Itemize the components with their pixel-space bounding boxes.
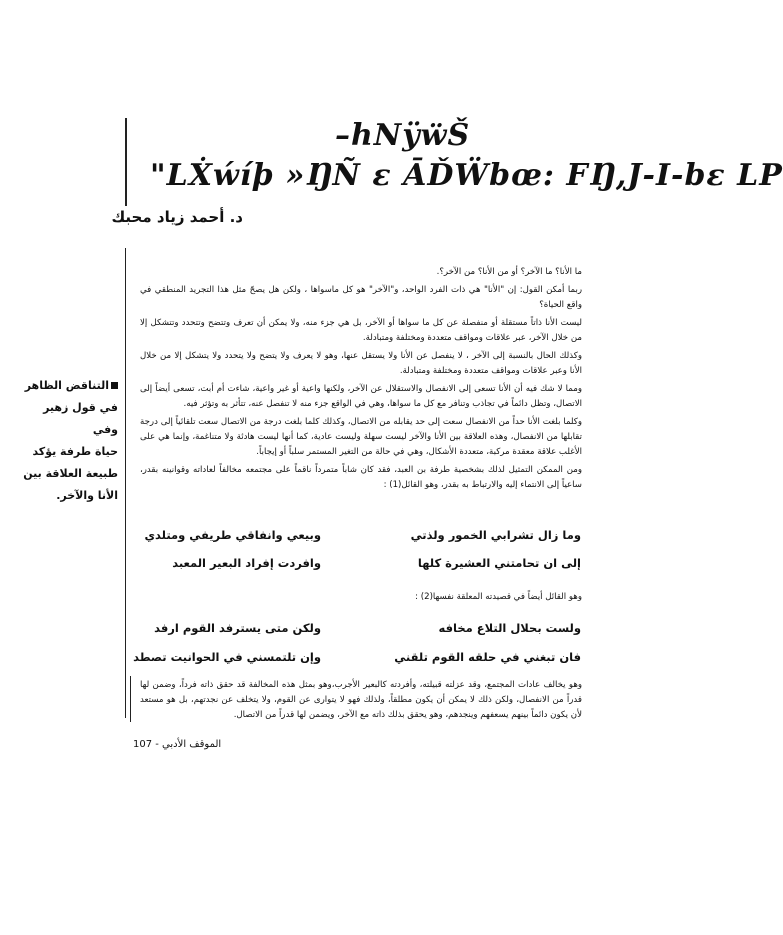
verse-hemistich-right: فان تبغني في حلقه القوم تلقني: [394, 650, 581, 664]
paragraph: ما الأنا؟ ما الآخر؟ أو من الأنا؟ من الآخر؟.: [436, 267, 582, 277]
pull-quote-line: الأنا والآخر.: [56, 489, 118, 502]
page-footer: الموقف الأدبي - 107: [133, 739, 222, 750]
paragraph: ومن الممكن التمثيل لذلك بشخصية طرفة بن العبد، فقد كان شاباً متمرداً ناقماً على مجتمعه مخالفاً لعاداته وقوانينه بقدر، ساعياً إلى الانتماء إليه والارتباط به بقدر، وهو القائل(1) :: [140, 465, 582, 490]
paragraph: وهو يخالف عادات المجتمع، وقد عزلته قبيلته، وأفردته كالبعير الأجرب،وهو بمثل هذه المخالفة قد حقق ذاته فرداً، وضمن لها قدراً من الانفصال، ولكن ذلك لا يمكن أن يكون مطلقاً، ولذلك فهو لا يتوارى عن القوم، ولا يتخلف عن نجدتهم، بل هو مستعد لأن يكون دائماً بينهم يسعفهم وينجدهم، وهو يحقق بذلك ذاته مع الآخر، ويضمن لها قدراً من الاتصال.: [140, 680, 582, 720]
verse-hemistich-left: وإن تلتمسني في الحوانيت تصطد: [133, 650, 321, 664]
verse-intro: [140, 590, 582, 608]
verse-hemistich-left: ولكن متى يسترفد القوم ارفد: [154, 621, 321, 635]
paragraph: ومما لا شك فيه أن الأنا تسعى إلى الانفصال والاستقلال عن الآخر، ولكنها واعية أو غير واعية، شاءت أم أبت، تسعى أيضاً إلى الاتصال، وتظل دائماً في تجاذب وتنافر مع كل ما سواها، وهي في الواقع جزء منه لا تنفصل عنه، تتأثر به وتؤثر فيه.: [140, 384, 582, 409]
article-title-line-2: "LẊẃíþ »ŊÑ ε ĀĎẄbœ: FŊ,J-I-bε LP: [150, 158, 783, 193]
pull-quote-line: في قول زهير وفي: [43, 401, 118, 436]
pull-quote-line: حياة طرفة يؤكد: [32, 445, 118, 458]
verse-hemistich-left: وافردت إفراد البعير المعبد: [172, 556, 321, 570]
verse-hemistich-right: إلى ان تحامتني العشيرة كلها: [417, 556, 581, 570]
pull-quote-line: طبيعة العلاقة بين: [23, 467, 118, 480]
closing-paragraph: [140, 678, 582, 726]
paragraph: ربما أمكن القول: إن "الأنا" هي ذات الفرد الواحد، و"الآخر" هو كل ماسواها ، ولكن هل يصحّ مثل هذا التجريد المنطقي في واقع الحياة؟: [140, 285, 582, 310]
verse-hemistich-right: ولست بحلال التلاع مخافه: [438, 621, 581, 635]
body-left-rule: [125, 248, 126, 718]
paragraph: وكذلك الحال بالنسبة إلى الآخر ، لا ينفصل عن الأنا ولا يستقل عنها، وهو لا يعرف ولا يتضح ولا يتحدد ولا يتشكل إلا من خلال الأنا وعبر علاقات ومواقف متعددة ومختلفة ومتبادلة.: [140, 351, 582, 376]
pull-quote-line: التناقض الظاهر: [24, 379, 109, 392]
closing-left-rule: [130, 676, 131, 722]
verse-hemistich-right: وما زال تشرابي الخمور ولذتي: [410, 528, 581, 542]
bullet-square-icon: [111, 382, 118, 389]
paragraph: ليست الأنا ذاتاً مستقلة أو منفصلة عن كل ما سواها أو الآخر، بل هي جزء منه، ولا يمكن أن تعرف وتتضح وتتحدد وتتشكل إلا من خلال الآخر، عبر علاقات ومواقف متعددة ومختلفة ومتبادلة.: [140, 318, 582, 343]
title-left-rule: [125, 118, 127, 206]
paragraph: وكلما بلغت الأنا حداً من الانفصال سعت إلى حد يقابله من الاتصال، وكذلك كلما بلغت درجة من الاتصال سعت تلقائياً إلى درجة تقابلها من الانفصال، وهذه العلاقة بين الأنا والآخر ليست سهلة وليست عادية، كما أنها ليست هادئة ولا متناغمة، وإنما هي على الأغلب علاقة معقدة مركبة، متعددة الأشكال، وهي في حالة من التغير المستمر سلباً أو إيجاباً.: [140, 417, 582, 457]
pull-quote: [20, 375, 118, 507]
article-title-line-1: –hNÿẅŠ: [335, 118, 471, 153]
author-name: د. أحمد زياد محبك: [111, 208, 243, 226]
paragraph: وهو القائل أيضاً في قصيدته المعلقة نفسها(2) :: [415, 592, 582, 602]
article-body: [140, 265, 582, 496]
verse-hemistich-left: وبيعي وانفاقي طريفي ومتلدي: [144, 528, 321, 542]
